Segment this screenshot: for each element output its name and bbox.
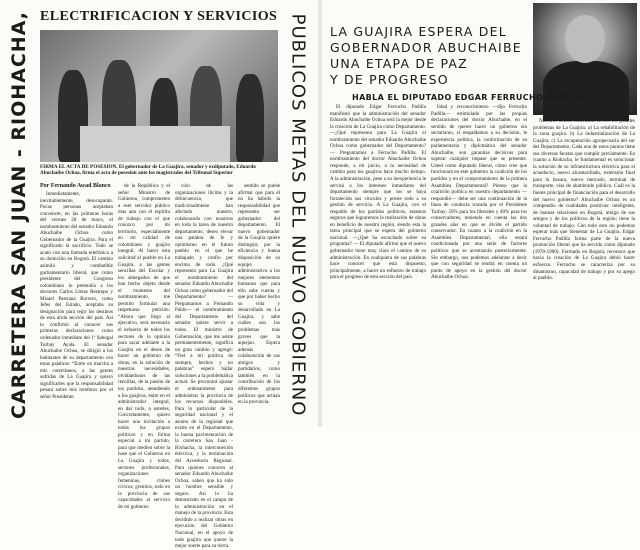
left-newspaper-page xyxy=(0,0,318,550)
left-article-column-4: sentido se puede afirmar que para él no ha habido la responsabilidad que representa ser gobernador del departamento. El nuevo gobernador de la Guajira quiere distinguir, por la eficiencia y buena disposición de su equipo administrativo a los mejores elementos humanos que para ello sabe cuenta y que por haber hecho su vida y desarrollado en La Guajira, y sabe cuáles son los problemas más graves que la aquejan. Espera además colaboración de sus amigos y partidarios, como también en la contribución de los diferentes grupos políticos que actúan en la provincia. xyxy=(238,183,280,406)
right-vertical-banner xyxy=(282,8,314,422)
vertical-headline-right: PUBLICOS METAS DEL NUEVO GOBIERNO xyxy=(287,13,309,417)
left-article-column-1: Inmediatamente, inevitablemente, desocuparán. Pocas personas aceptaban convencer, en las primeras horas del viernes 28 de mayo, el nombramiento del senador Eduardo Abuchaibe Ochoa como Gobernador de la Guajira. Para el significado la sacrificio. Todo se acató con una llamada telefónica a su domicilio en Bogotá. El cambio asimiló y combatible gurbamentario liberal, que como presidente del Congreso colombiano lo pretendía a los doctores Carlos Lleras Restrepo y Misael Pastrana Borrero, como Jefes del Estado, aceptaba su designación para regir los destinos de esta árida sección del país. Así lo confirmó al conocer sus primeras declaraciones como ordenador inmediato del 1º Sabogal Turbay Ayala. El senador Abuchaibe Ochoa, se dirigió a los habitantes de su departamento con estas palabras: “Entre en marcha a mis coterráneos, a las gentes sufridas de La Guajira y quiero significarles que la responsabilidad pesará sobre mis hombros por el señor Presidente. xyxy=(40,191,113,400)
posesion-photo xyxy=(40,30,278,162)
left-article-column-3: ción de las organizaciones ilícitas y la delincuencia, que tradicionalmente han afectado nuestro, colaborando con nosotros en toda la tarea de nuestro departamento, deseo elevar una palabra de fe y optimismo en el futuro pueblo en el que he trabajado y confío por encima de todo. ¿Qué representa para La Guajira el nombramiento del senador Eduardo Abuchaibe Ochoa como gobernador del Departamento? — Preguntamos a Fernando Pablo— el nombramiento del Departamento del senador quiere servir a todos. El ministro de Gobernación, que me asiste permanentemente, significa un gran cambio y agregó: “Fiel a mi política de siempre, hechos y no palabras” espero hallar soluciones a la problemática actual. Se procurará ajustar el ordenamiento para administrar la provincia de los recursos disponibles. Para lo particular de la seguridad nacional y el asunto de la regional que existe en el Departamento, la buena pavimentación de la carretera San Juan - Riohacha, la interconexión eléctrica, y la terminación del Acueducto Regional. Para quienes conocen al senador Eduardo Abuchaibe Ochoa, saben que ha sido un hombre sensible y seguro. Así lo ha demostrado en el campo de la administración en el manejo de la provincia. Esta decidido a realizar obras en ejecución del Gobierno Nacional, en el apoyo de todo guajiro que quiere la mejor suerte para su tierra. xyxy=(175,183,233,550)
right-subhead: HABLA EL DIPUTADO EDGAR FERRUCHO PADILLA xyxy=(352,93,587,102)
headline-line-1: LA GUAJIRA ESPERA DEL xyxy=(330,24,507,39)
vertical-headline-left: CARRETERA SAN JUAN - RIOHACHA, xyxy=(8,11,30,419)
right-article-column-2: lidad y reconocimiento —dijo Ferrucho Padilla— estimulado por las propias declaraciones del doctor Abuchaibe, en el sentido de querer hacer un gobierno sin sectarismo, sí respaldamos a su decisión, le experiencia política, la conformación de su parlamentaria y diplomática del senador Abuchaibe, son garantías decisivas para superar cualquier impase que se presente. Usted como diputado liberal, cómo cree que funcionará en este gobierno la coalición de los partidos y en el comportamiento de la primera Asamblea Departamental? Pienso que la coalición política en nuestro departamento —respondió— debe ser una continuación de la línea de conducta trazada por el Presidente Turbay: 50% para los liberales y 40% para los conservadores, teniendo en cuenta las dos grandes alas en que se divide el partido conservador. En cuanto a la coalición en la Asamblea Departamental, ella estará condicionada por una serie de factores políticos que se acentuarán posteriormente. Sin embargo, nos podemos adelantar a decir que con seguridad se tendrá en cuenta un punto de apoyo en la gestión del doctor Abuchaibe Ochoa. xyxy=(431,104,527,281)
left-headline: ELECTRIFICACION Y SERVICIOS xyxy=(40,9,278,24)
headline-line-2: GOBERNADOR ABUCHAIBE xyxy=(330,40,522,55)
right-article-column-1: El diputado Edgar Ferrucho Padilla manifestó que la administración del senador Eduardo Abuchaibe Ochoa será la mejor desde la creación de La Guajira como Departamento. —¿Qué representa para La Guajira el nombramiento del senador Eduardo Abuchaibe Ochoa como gobernador del Departamento? — Preguntamos a Ferrucho Padilla. El nombramiento del doctor Abuchaibe Ochoa responde, a mi juicio, a la necesidad de cambio para los guajiros hace mucho tiempo. A la administración, pese a su inexperiencia le servirá a los intereses inmediatos del departamento siempre que los se haya fortalecido sus vínculos y preste todo a su gestión de servicio. A La Guajira, con el respaldo de los partidos políticos, estamos seguros que lograremos la realización de obras en beneficio de nuestra región, siendo esta la tarea principal que se espera del gobierno nacional. —¿Qué ha escuchado sobre su programa? — El diputado afirmó que el nuevo gobernador tiene muy claro el camino de su administración. En cualquiera de sus palabras hace conocer que está dispuesto, principalmente, a hacer un esfuerzo de trabajo para el progreso de esta sección del país. xyxy=(330,104,426,281)
left-vertical-banner xyxy=(2,8,36,422)
headline-line-4: Y DE PROGRESO xyxy=(330,72,449,87)
photo-caption: FIRMA EL ACTA DE POSESION. El gobernador de La Guajira, senador y exdiputado, Eduardo Abuchaibe Ochoa, firma el acta de posesión ante los magistrados del Tribunal Superior xyxy=(40,164,256,177)
byline: Por Fernando Awad Blanco xyxy=(40,183,111,189)
left-article-column-2: de la República y el señor Ministro de Gobierno, comprometen a este servidor público mas aun con el espíritu de trabajo con el que conozco por mi territorio, especialmente en mi calidad de colombiano y guajiro integral. Al hacer esta solicitud al pueblo en La Guajira, a las gentes sencillas del Escolar y los abnegados de que han hecho objeto desde el momento del nombramiento, me permito formular una respetuosa petición: “Ahora que llego al ejecutivo, será necesario el esfuerzo de todos los sectores de la opinión para sacar adelante a la Guajira en el deseo de hacer un gobierno de obras, en la solución de nuestras necesidades, olvidándonos de las rencillas, de la pasión de los partidos, atendiendo a los guajiros, entre en el administrador integral, en dar todo, a ustedes, Concretamente, quiero hacer una invitación a todos los grupos políticos y en forma especial a mi partido, para que medien sobre la base que el Gobierno en La Guajira y todos, sectores profesionales, organizaciones femeninas, clubes cívicos, gremios, todo en la provincia de sus capacidades al servicio de mi gobierno xyxy=(118,183,170,510)
headline-line-3: UNA ETAPA DE PAZ xyxy=(330,56,468,71)
right-article-column-3: Nosotros hemos sintetizado en tres los grandes problemas de La Guajira: a) La rehabilitación de la zona guajira. b) La industrialización de La Guajira. c) La recuperación agropecuaria del sur del Departamento. Cada uno de estos puntos tiene sus diversas facetas que cumplir previamente. En cuanto a Riohacha, le fundamental es solucionar la solución de su infraestructura eléctrica para el acueducto, nuevo alcantarillado, extensión final para la basura, nuevo mercado, terminal de transporte, vías de alumbrado público. Cuál es la fuente principal de financiación para el desarrollo del nuevo gobierno? Abuchaibe Ochoa es un compendio de cualidades positivas: inteligente, de buenas relaciones en Bogotá, amigo de sus amigos y de los políticos de la región; tiene la voluntad de trabajo. Con todo esto no podemos esperar más que bienestar de La Guajira. Edgar Ferrucho Padilla forma parte de la nueva promoción liberal que ha servido como diputado (1978-1980). Formado en Bogotá, reconoce que hacia la creación de La Guajira debió hacer esfuerzo. Ferrucho se caracteriza por su dinamismo, capacidad de trabajo y por su apego al pueblo. xyxy=(533,118,635,282)
